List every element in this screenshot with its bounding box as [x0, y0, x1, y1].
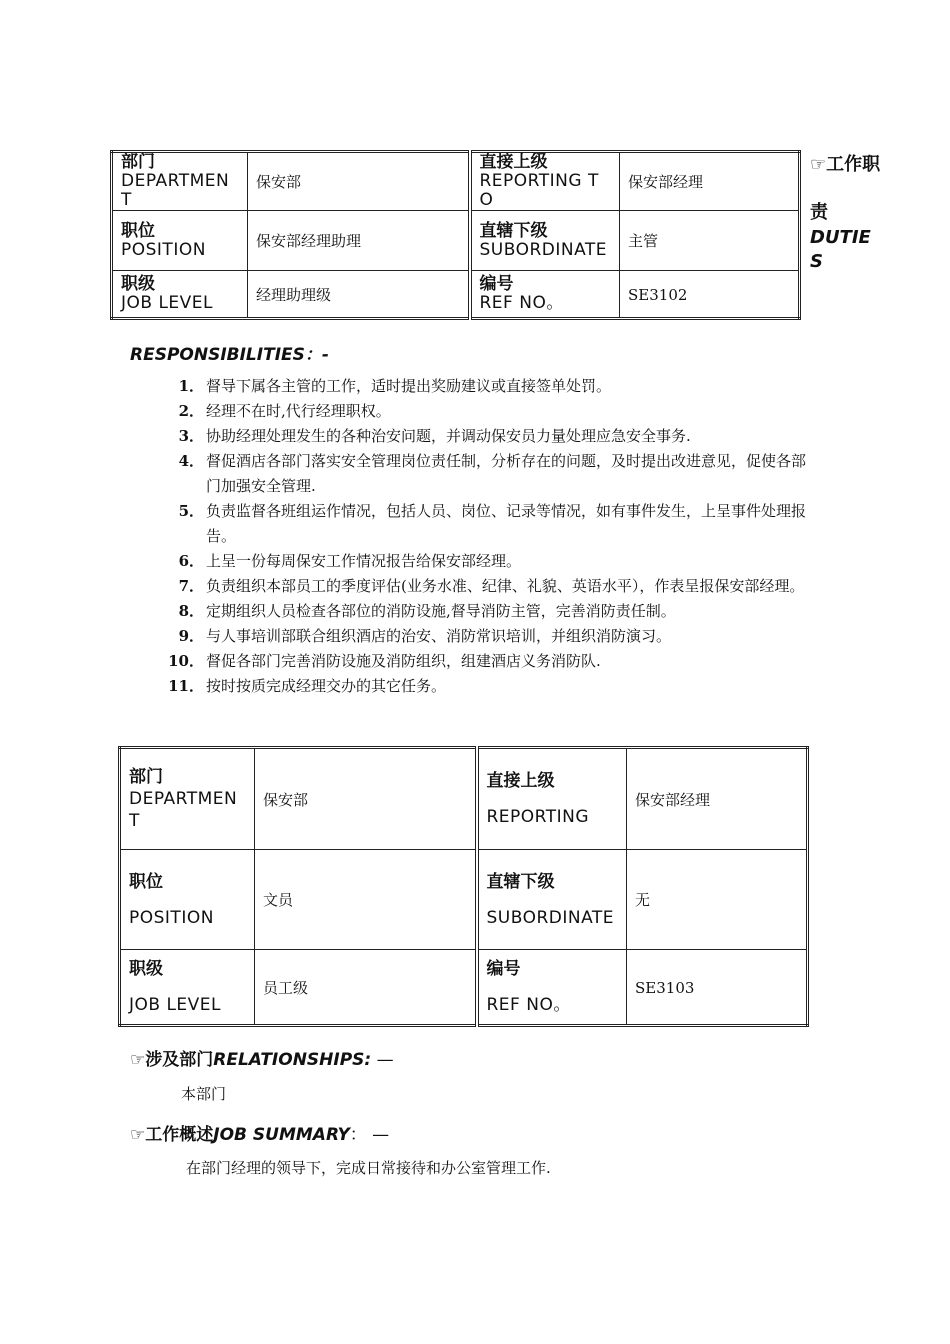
duties-side-label — [810, 141, 894, 237]
relationships-heading-tail: — — [371, 1050, 394, 1070]
reporting-label-cell — [470, 152, 620, 211]
level-value-cell-2 — [255, 950, 477, 1026]
subordinate-value: 主管 — [628, 232, 659, 250]
reporting-value-2: 保安部经理 — [635, 790, 711, 809]
duties-en: DUTIES — [810, 227, 871, 272]
reporting-value-cell-2 — [627, 748, 808, 850]
responsibility-item — [168, 649, 818, 674]
responsibility-item — [168, 424, 818, 449]
ref-value-2: SE3103 — [635, 978, 695, 997]
position-zh: 职位 — [121, 220, 155, 241]
duties-zh: ☞工作职责 — [810, 154, 881, 223]
position-value-2: 文员 — [263, 891, 294, 909]
reporting-zh-2: 直接上级 — [486, 771, 555, 791]
responsibility-text: 定期组织人员检查各部位的消防设施,督导消防主管，完善消防责任制。 — [206, 602, 676, 620]
relationships-heading-zh: ☞涉及部门 — [130, 1050, 214, 1070]
relationships-body — [181, 1083, 226, 1104]
position-en: POSITION — [121, 239, 206, 260]
job-info-table-1 — [110, 150, 801, 320]
department-label-cell — [112, 152, 248, 211]
position-label-cell-2 — [120, 850, 255, 950]
duties-en-label — [810, 226, 882, 274]
responsibility-number: 1． — [178, 377, 204, 395]
ref-en: REF NO。 — [479, 293, 564, 313]
ref-en-2: REF NO。 — [486, 995, 571, 1015]
relationships-body-text: 本部门 — [181, 1085, 227, 1103]
ref-zh-2: 编号 — [486, 959, 521, 979]
responsibility-item — [168, 499, 818, 549]
responsibility-number: 9． — [178, 627, 204, 645]
subordinate-value-2: 无 — [635, 891, 651, 909]
responsibility-number: 3． — [178, 427, 204, 445]
responsibility-text: 按时按质完成经理交办的其它任务。 — [206, 677, 447, 695]
reporting-value: 保安部经理 — [628, 173, 704, 191]
responsibility-text: 督促酒店各部门落实安全管理岗位责任制，分析存在的问题，及时提出改进意见，促使各部门加强安全管理. — [206, 452, 807, 495]
responsibility-text: 负责组织本部员工的季度评估(业务水准、纪律、礼貌、英语水平），作表呈报保安部经理。 — [206, 577, 805, 595]
department-label-cell-2 — [120, 748, 255, 850]
department-value: 保安部 — [256, 173, 302, 191]
responsibility-item — [168, 399, 818, 424]
ref-value-cell-2 — [627, 950, 808, 1026]
responsibility-number: 4． — [178, 452, 204, 470]
responsibility-item — [168, 574, 818, 599]
job-summary-heading — [130, 1120, 389, 1145]
responsibility-item — [168, 624, 818, 649]
ref-label-cell-2 — [477, 950, 627, 1026]
level-en-2: JOB LEVEL — [129, 995, 222, 1015]
responsibility-item — [168, 374, 818, 399]
reporting-zh: 直接上级 — [479, 152, 548, 172]
responsibility-item — [168, 549, 818, 574]
level-value-2: 员工级 — [263, 978, 309, 997]
ref-zh: 编号 — [479, 274, 514, 294]
responsibility-text: 上呈一份每周保安工作情况报告给保安部经理。 — [206, 552, 522, 570]
responsibility-number: 8． — [178, 602, 204, 620]
ref-label-cell — [470, 271, 620, 319]
relationships-heading-en: RELATIONSHIPS: — [213, 1050, 372, 1070]
responsibility-text: 与人事培训部联合组织酒店的治安、消防常识培训，并组织消防演习。 — [206, 627, 672, 645]
responsibility-item — [168, 449, 818, 499]
level-value: 经理助理级 — [256, 285, 332, 304]
subordinate-en: SUBORDINATE — [479, 239, 608, 260]
reporting-label-cell-2 — [477, 748, 627, 850]
job-info-table-2 — [118, 746, 809, 1027]
subordinate-label-cell — [470, 211, 620, 271]
responsibilities-list — [168, 374, 818, 699]
position-label-cell — [112, 211, 248, 271]
subordinate-zh: 直辖下级 — [479, 220, 548, 241]
department-zh-2: 部门 — [129, 767, 163, 787]
department-en-2: DEPARTMENT — [129, 789, 238, 831]
ref-value-cell — [620, 271, 800, 319]
subordinate-value-cell-2 — [627, 850, 808, 950]
department-zh: 部门 — [121, 152, 155, 172]
responsibility-text: 协助经理处理发生的各种治安问题，并调动保安员力量处理应急安全事务. — [206, 427, 691, 445]
responsibilities-heading — [130, 340, 329, 365]
position-zh-2: 职位 — [129, 871, 163, 892]
responsibilities-heading-text: RESPONSIBILITIES：- — [130, 345, 329, 365]
responsibility-number: 6． — [178, 552, 204, 570]
responsibility-number: 5． — [178, 502, 204, 520]
responsibility-number: 7． — [178, 577, 204, 595]
department-value-cell-2 — [255, 748, 477, 850]
reporting-value-cell — [620, 152, 800, 211]
subordinate-label-cell-2 — [477, 850, 627, 950]
relationships-heading — [130, 1045, 394, 1070]
department-en: DEPARTMENT — [121, 171, 230, 210]
responsibility-text: 经理不在时,代行经理职权。 — [206, 402, 391, 420]
position-value-cell — [248, 211, 470, 271]
level-zh-2: 职级 — [129, 959, 163, 979]
level-label-cell-2 — [120, 950, 255, 1026]
department-value-2: 保安部 — [263, 790, 309, 809]
job-summary-body — [186, 1157, 551, 1178]
responsibility-item — [168, 674, 818, 699]
subordinate-zh-2: 直辖下级 — [486, 871, 555, 892]
position-en-2: POSITION — [129, 907, 214, 928]
responsibility-number: 10． — [168, 652, 204, 670]
level-value-cell — [248, 271, 470, 319]
level-zh: 职级 — [121, 274, 155, 294]
responsibility-text: 负责监督各班组运作情况，包括人员、岗位、记录等情况，如有事件发生，上呈事件处理报告。 — [206, 502, 807, 545]
position-value: 保安部经理助理 — [256, 232, 362, 250]
level-en: JOB LEVEL — [121, 293, 214, 313]
job-summary-heading-tail: ： — — [349, 1125, 390, 1145]
responsibility-number: 2． — [178, 402, 204, 420]
job-summary-body-text: 在部门经理的领导下，完成日常接待和办公室管理工作. — [186, 1159, 551, 1177]
position-value-cell-2 — [255, 850, 477, 950]
level-label-cell — [112, 271, 248, 319]
subordinate-value-cell — [620, 211, 800, 271]
subordinate-en-2: SUBORDINATE — [486, 907, 615, 928]
job-summary-heading-zh: ☞工作概述 — [130, 1125, 214, 1145]
ref-value: SE3102 — [628, 285, 688, 304]
reporting-en: REPORTING TO — [479, 171, 599, 210]
responsibility-text: 督促各部门完善消防设施及消防组织，组建酒店义务消防队. — [206, 652, 601, 670]
responsibility-number: 11． — [168, 677, 204, 695]
responsibility-text: 督导下属各主管的工作，适时提出奖励建议或直接签单处罚。 — [206, 377, 612, 395]
job-summary-heading-en: JOB SUMMARY — [213, 1125, 350, 1145]
reporting-en-2: REPORTING — [486, 807, 590, 827]
responsibility-item — [168, 599, 818, 624]
department-value-cell — [248, 152, 470, 211]
